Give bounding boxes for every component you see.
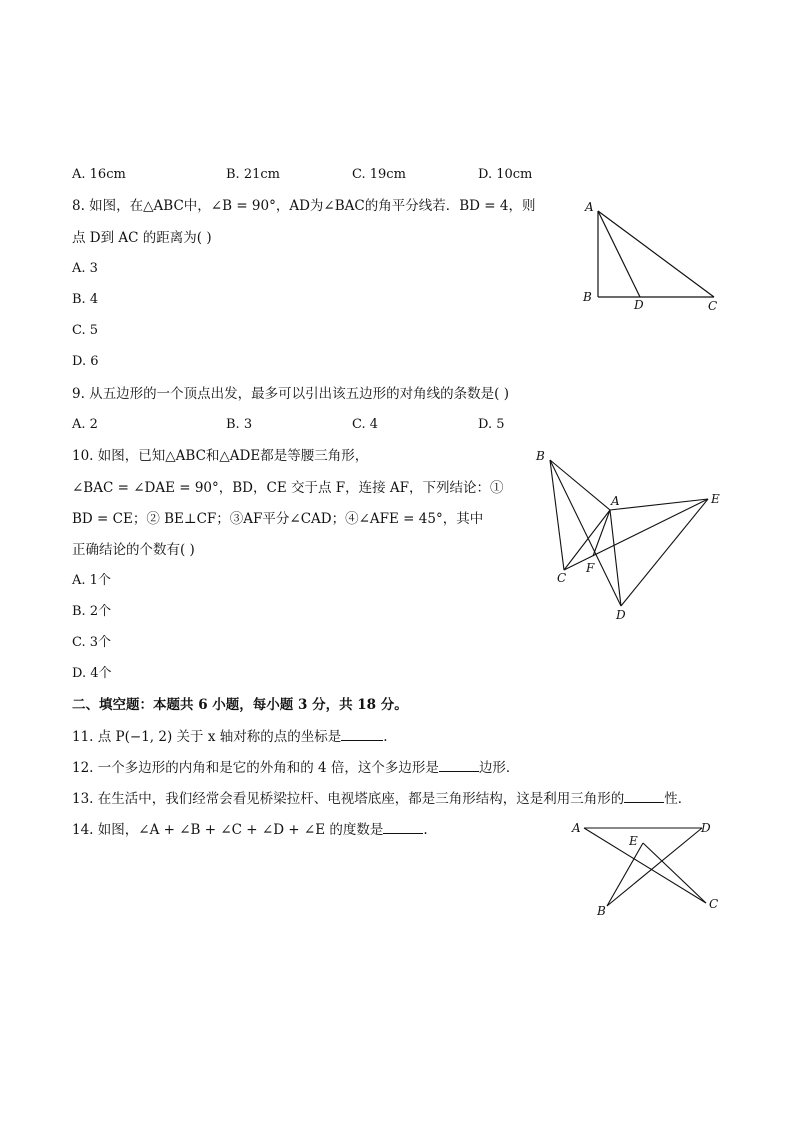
- q13-end: 性．: [664, 791, 692, 807]
- q14-label-a: A: [572, 821, 581, 835]
- q10-option-d: D. 4个: [72, 666, 112, 681]
- q14-label-d: D: [701, 821, 711, 835]
- q7-option-a: A. 16cm: [72, 167, 126, 182]
- q8-label-d: D: [634, 298, 644, 312]
- q8-stem-line1: 8. 如图，在△ABC中，∠B = 90°，AD为∠BAC的角平分线若．BD = 4，则: [72, 198, 536, 214]
- q14-label-c: C: [709, 897, 719, 911]
- q9-option-d: D. 5: [478, 417, 505, 432]
- q13-answer-blank[interactable]: [624, 790, 664, 803]
- q11-text: 11. 点 P(−1, 2) 关于 x 轴对称的点的坐标是: [72, 729, 342, 745]
- q10-stem-line1: 10. 如图，已知△ABC和△ADE都是等腰三角形，: [72, 448, 369, 464]
- q12-answer-blank[interactable]: [439, 759, 479, 772]
- q14-label-e: E: [629, 834, 638, 848]
- q8-option-a: A. 3: [72, 261, 98, 276]
- q11-stem: [72, 728, 388, 746]
- q10-option-c: C. 3个: [72, 635, 112, 650]
- q10-label-a: A: [611, 494, 620, 508]
- q12-text: 12. 一个多边形的内角和是它的外角和的 4 倍，这个多边形是: [72, 760, 439, 776]
- q8-figure: [580, 198, 730, 322]
- q12-end: 边形．: [478, 760, 520, 776]
- q14-stem: [72, 821, 428, 839]
- q14-end: .: [423, 822, 428, 838]
- q13-stem: [72, 790, 691, 808]
- q8-option-b: B. 4: [72, 292, 99, 307]
- q10-option-a: A. 1个: [72, 573, 111, 588]
- q8-label-c: C: [708, 299, 718, 313]
- q10-label-e: E: [711, 492, 720, 506]
- q10-stem-line4: 正确结论的个数有( ): [72, 542, 195, 558]
- q14-figure: [568, 815, 728, 929]
- q7-option-d: D. 10cm: [478, 167, 533, 182]
- q7-option-b: B. 21cm: [226, 167, 280, 182]
- q10-stem-line3: BD = CE；② BE⊥CF；③AF平分∠CAD；④∠AFE = 45°，其中: [72, 511, 484, 527]
- q8-option-d: D. 6: [72, 354, 99, 369]
- q8-label-b: B: [583, 290, 592, 304]
- q10-label-d: D: [616, 608, 626, 622]
- q10-label-f: F: [586, 561, 595, 575]
- q8-label-a: A: [585, 200, 594, 214]
- q13-text: 13. 在生活中，我们经常会看见桥梁拉杆、电视塔底座，都是三角形结构，这是利用三角形的: [72, 791, 625, 807]
- q10-option-b: B. 2个: [72, 604, 112, 619]
- q10-stem-line2: ∠BAC = ∠DAE = 90°，BD，CE 交于点 F，连接 AF，下列结论：①: [72, 480, 504, 496]
- q14-label-b: B: [597, 904, 606, 918]
- q9-option-c: C. 4: [352, 417, 379, 432]
- q7-option-c: C. 19cm: [352, 167, 406, 182]
- q8-option-c: C. 5: [72, 323, 99, 338]
- q14-text: 14. 如图，∠A + ∠B + ∠C + ∠D + ∠E 的度数是: [72, 822, 384, 838]
- q11-end: .: [383, 729, 388, 745]
- q10-label-c: C: [557, 571, 567, 585]
- q9-option-b: B. 3: [226, 417, 253, 432]
- q10-figure: [530, 446, 730, 630]
- q9-stem: 9. 从五边形的一个顶点出发，最多可以引出该五边形的对角线的条数是( ): [72, 386, 509, 402]
- q14-answer-blank[interactable]: [383, 821, 423, 834]
- q10-label-b: B: [536, 449, 545, 463]
- q9-option-a: A. 2: [72, 417, 98, 432]
- q11-answer-blank[interactable]: [341, 728, 383, 741]
- section-fill-in-header: 二、填空题：本题共 6 小题，每小题 3 分，共 18 分。: [72, 697, 408, 713]
- q8-stem-line2: 点 D到 AC 的距离为( ): [72, 230, 212, 246]
- q12-stem: [72, 759, 519, 777]
